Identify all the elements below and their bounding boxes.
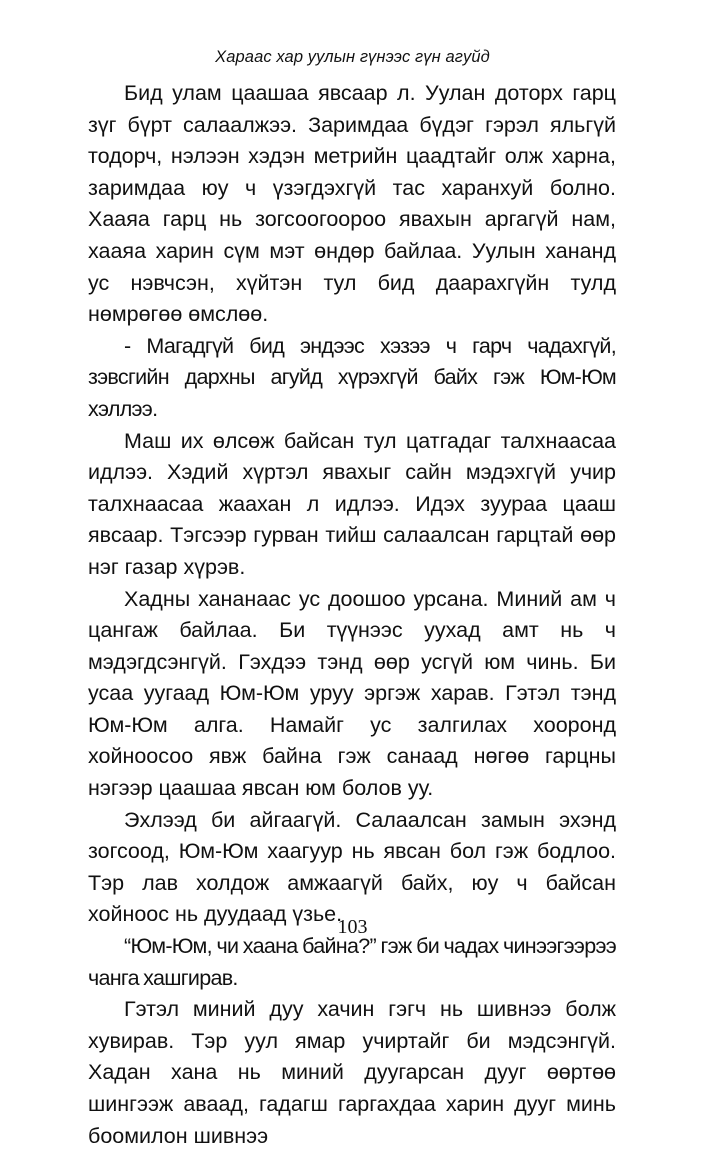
paragraph: Бид улам цаашаа явсаар л. Уулан доторх гарц зүг бүрт салаалжээ. Заримдаа бүдэг гэрэл яльгүй тодорч, нэлээн хэдэн метрийн цаадтайг олж харна, заримдаа юу ч үзэгдэхгүй тас харанхуй болно. Хааяа гарц нь зогсоогоороо явахын аргагүй нам, хааяа харин сүм мэт өндөр байлаа. Уулын хананд ус нэвчсэн, хүйтэн тул бид даарахгүйн тулд нөмрөгөө өмслөө. xyxy=(88,81,616,327)
paragraph-dialogue: “Юм-Юм, чи хаана байна?” гэж би чадах чинээгээрээ чанга хашгирав. xyxy=(88,934,616,990)
paragraph: Хадны хананаас ус доошоо урсана. Миний ам ч цангаж байлаа. Би түүнээс уухад амт нь ч мэдэгдсэнгүй. Гэхдээ тэнд өөр усгүй юм чинь. Би усаа уугаад Юм-Юм уруу эргэж харав. Гэтэл тэнд Юм-Юм алга. Намайг ус залгилах хооронд хойноосоо явж байна гэж санаад нөгөө гарцны нэгээр цаашаа явсан юм болов уу. xyxy=(88,586,616,801)
paragraph: Эхлээд би айгаагүй. Салаалсан замын эхэнд зогсоод, Юм-Юм хаагуур нь явсан бол гэж бодлоо. Тэр лав холдож амжаагүй байх, юу ч байсан хойноос нь дуудаад үзье. xyxy=(88,807,616,927)
paragraph: Маш их өлсөж байсан тул цатгадаг талхнаасаа идлээ. Хэдий хүртэл явахыг сайн мэдэхгүй учир талхнаасаа жаахан л идлээ. Идэх зуураа цааш явсаар. Тэгсээр гурван тийш салаалсан гарцтай өөр нэг газар хүрэв. xyxy=(88,428,616,579)
paragraph-dialogue: - Магадгүй бид эндээс хэзээ ч гарч чадахгүй, зэвсгийн дархны агуйд хүрэхгүй байх гэж Юм-Юм хэллээ. xyxy=(88,333,616,421)
running-header: Хараас хар уулын гүнээс гүн агуйд xyxy=(215,48,490,66)
body-text xyxy=(88,78,616,1152)
page-number: 103 xyxy=(337,916,368,938)
paragraph: Гэтэл миний дуу хачин гэгч нь шивнээ болж хувирав. Тэр уул ямар учиртайг би мэдсэнгүй. Хадан хана нь миний дуугарсан дууг өөртөө шингээж аваад, гадагш гаргахдаа харин дууг минь боомилон шивнээ xyxy=(88,997,616,1148)
